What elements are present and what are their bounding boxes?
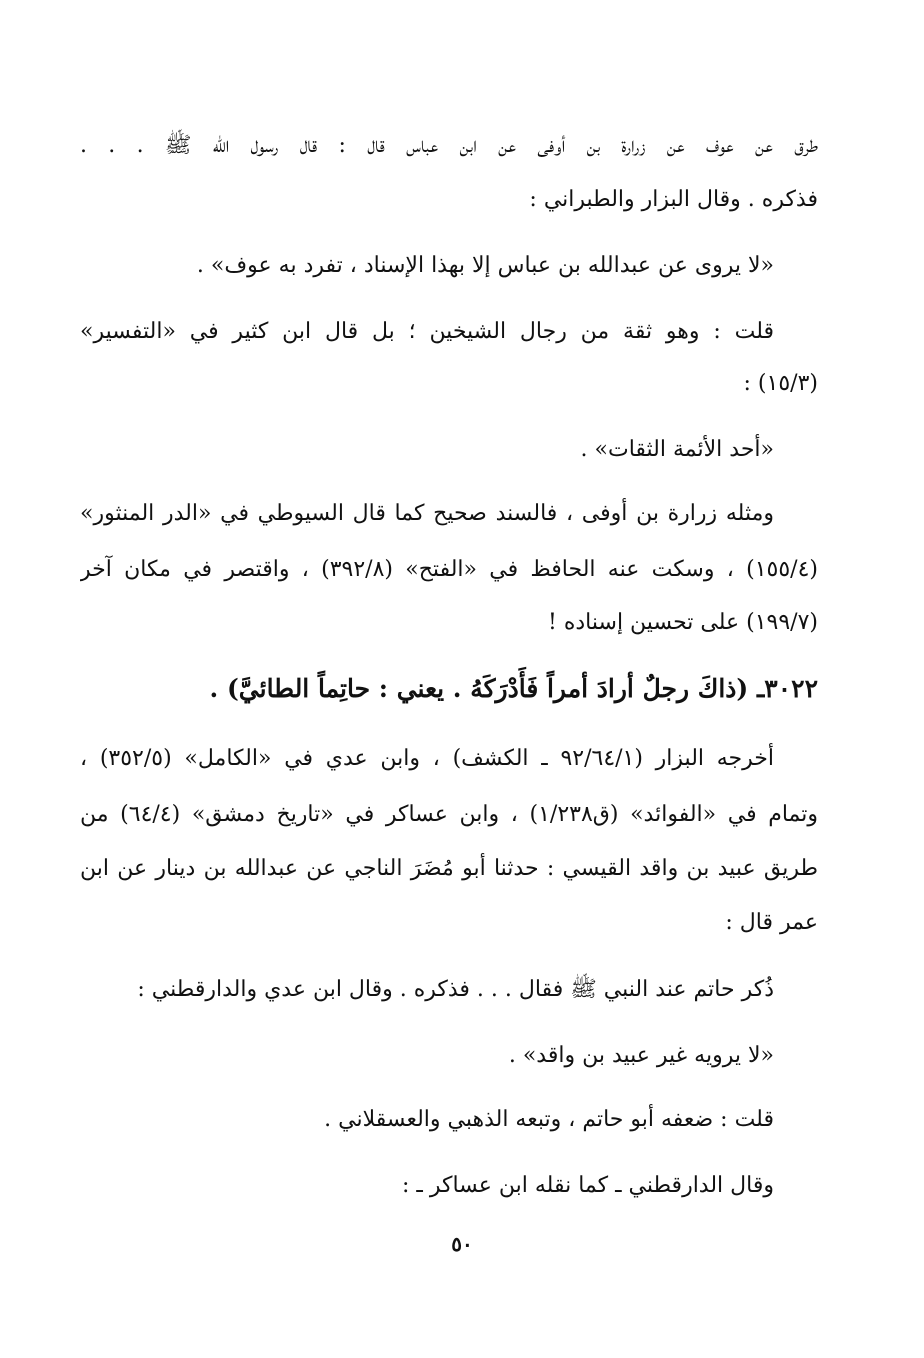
text-line: (١٥٥/٤) ، وسكت عنه الحافظ في «الفتح» (٣٩٢/٨) ، واقتصر في مكان آخر [80,557,818,582]
text-line: وتمام في «الفوائد» (ق١/٢٣٨) ، وابن عساكر في «تاريخ دمشق» (٦٤/٤) من [80,802,818,827]
text-line: ذُكر حاتم عند النبي ﷺ فقال . . . فذكره . وقال ابن عدي والدارقطني : [137,977,774,1002]
text-line: طرق عن عوف عن زرارة بن أوفى عن ابن عباس قال : قال رسول الله ﷺ . . . [80,133,818,158]
hadith-heading: ٣٠٢٢ـ (ذاكَ رجلٌ أرادَ أمراً فَأَدْرَكَهُ . يعني : حاتِماً الطائيَّ) . [209,674,818,703]
page-number: ٥٠ [451,1232,473,1256]
text-line: فذكره . وقال البزار والطبراني : [529,187,818,212]
text-line: أخرجه البزار (٩٢/٦٤/١ ـ الكشف) ، وابن عدي في «الكامل» (٣٥٢/٥) ، [80,746,774,771]
text-line: ومثله زرارة بن أوفى ، فالسند صحيح كما قال السيوطي في «الدر المنثور» [80,501,774,526]
quote-line: «لا يرويه غير عبيد بن واقد» . [508,1043,774,1068]
text-line: طريق عبيد بن واقد القيسي : حدثنا أبو مُضَرَ الناجي عن عبدالله بن دينار عن ابن [80,856,818,881]
text-line: عمر قال : [725,910,818,935]
text-line: وقال الدارقطني ـ كما نقله ابن عساكر ـ : [402,1173,774,1198]
quote-line: «لا يروى عن عبدالله بن عباس إلا بهذا الإسناد ، تفرد به عوف» . [196,253,774,278]
text-line: قلت : ضعفه أبو حاتم ، وتبعه الذهبي والعسقلاني . [324,1107,774,1132]
text-line: قلت : وهو ثقة من رجال الشيخين ؛ بل قال ابن كثير في «التفسير» [80,319,774,344]
text-line: (١٩٩/٧) على تحسين إسناده ! [548,610,818,635]
quote-line: «أحد الأئمة الثقات» . [580,437,774,462]
text-line: (١٥/٣) : [743,371,818,396]
